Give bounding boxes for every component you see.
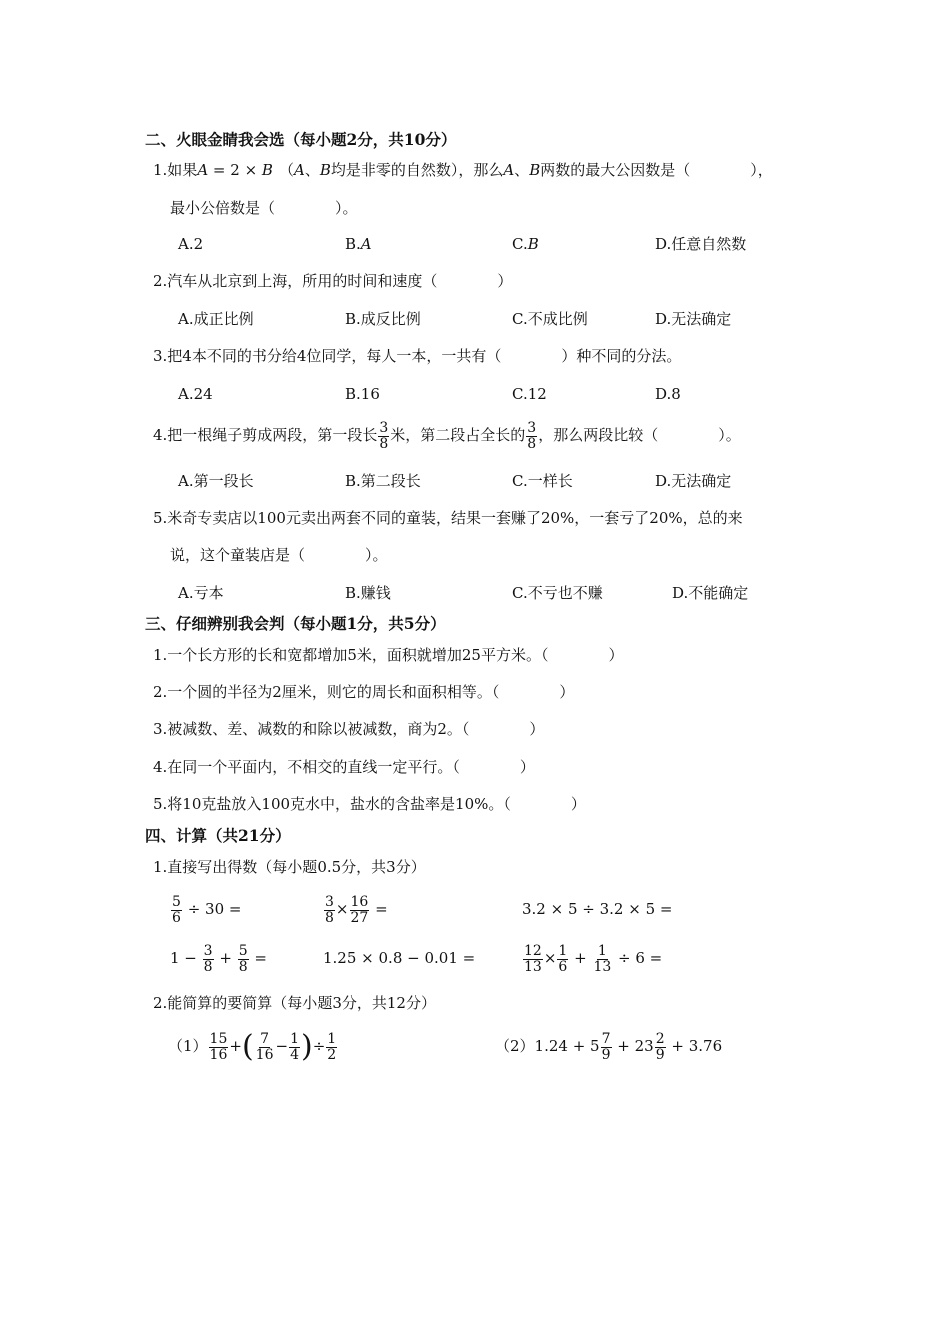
numerator: 1 xyxy=(558,942,568,959)
operator: + xyxy=(229,1037,242,1055)
fraction xyxy=(324,895,335,926)
var-a: A xyxy=(197,161,209,179)
option-b: B.第二段长 xyxy=(345,472,421,490)
expr-rest: = xyxy=(370,900,388,918)
option-a: A.亏本 xyxy=(178,584,224,602)
denominator: 16 xyxy=(255,1046,274,1063)
section-3-title: 三、仔细辨别我会判（每小题1分，共5分） xyxy=(145,614,446,633)
judge-item-4: 4.在同一个平面内，不相交的直线一定平行。（ ） xyxy=(153,758,535,776)
q-dun: 、 xyxy=(514,161,530,179)
judge-item-3: 3.被减数、差、减数的和除以被减数，商为2。（ ） xyxy=(153,720,545,738)
numerator: 12 xyxy=(524,942,542,959)
option-a: A.24 xyxy=(178,385,213,403)
q-tail: 两数的最大公因数是（ ）， xyxy=(540,161,773,179)
operator: + xyxy=(214,949,237,967)
option-c-label: C. xyxy=(512,235,528,253)
denominator: 13 xyxy=(593,958,612,975)
var-a: A xyxy=(503,161,515,179)
fraction xyxy=(557,944,568,975)
q4-part1: 4.把一根绳子剪成两段，第一段长 xyxy=(153,426,378,444)
question-2-3: 3.把4本不同的书分给4位同学，每人一本，一共有（ ）种不同的分法。 xyxy=(153,347,682,365)
option-c: C.不亏也不赚 xyxy=(512,584,603,602)
numerator: 15 xyxy=(209,1030,228,1047)
option-c: C.一样长 xyxy=(512,472,573,490)
denominator: 9 xyxy=(601,1046,611,1063)
denominator: 4 xyxy=(290,1046,299,1063)
denominator: 8 xyxy=(379,435,389,452)
judge-item-1: 1.一个长方形的长和宽都增加5米，面积就增加25平方米。（ ） xyxy=(153,646,624,664)
expression-1 xyxy=(170,891,241,927)
numerator: 3 xyxy=(527,419,537,436)
expr-part: 1.24 + 5 xyxy=(534,1037,600,1055)
expression-3: 3.2 × 5 ÷ 3.2 × 5 = xyxy=(522,900,673,918)
expr-rest: = xyxy=(249,949,267,967)
fraction xyxy=(209,1032,229,1063)
option-a: A.成正比例 xyxy=(178,310,254,328)
numerator: 7 xyxy=(260,1030,270,1047)
fraction xyxy=(203,944,214,975)
denominator: 27 xyxy=(350,909,369,926)
problem-label: （2） xyxy=(495,1037,535,1055)
option-d: D.无法确定 xyxy=(655,472,732,490)
expr-rest: ÷ 6 = xyxy=(613,949,663,967)
operator: × xyxy=(335,900,349,918)
denominator: 8 xyxy=(527,435,537,452)
fraction xyxy=(378,421,389,452)
numerator: 5 xyxy=(238,942,248,959)
operator: × xyxy=(543,949,557,967)
option-b xyxy=(345,234,372,254)
option-a: A.2 xyxy=(178,235,204,253)
operator: + xyxy=(569,949,592,967)
fraction xyxy=(171,895,182,926)
numerator: 5 xyxy=(172,893,181,910)
fraction xyxy=(289,1032,300,1063)
denominator: 8 xyxy=(203,958,213,975)
numerator: 3 xyxy=(379,419,389,436)
q-mid: 均是非零的自然数），那么 xyxy=(330,161,504,179)
option-c xyxy=(512,234,539,254)
fraction xyxy=(350,895,370,926)
option-b: B.赚钱 xyxy=(345,584,391,602)
denominator: 13 xyxy=(524,958,542,975)
fraction xyxy=(526,421,537,452)
var-b: B xyxy=(529,161,541,179)
right-paren: ) xyxy=(301,1029,313,1064)
expression-4 xyxy=(170,940,267,976)
question-2-5: 5.米奇专卖店以100元卖出两套不同的童装，结果一套赚了20%，一套亏了20%，总的来 xyxy=(153,509,743,527)
question-2-2: 2.汽车从北京到上海，所用的时间和速度（ ） xyxy=(153,272,513,290)
option-c: C.不成比例 xyxy=(512,310,588,328)
denominator: 16 xyxy=(209,1046,228,1063)
var-a: A xyxy=(293,161,305,179)
numerator: 16 xyxy=(350,893,369,910)
fraction xyxy=(601,1032,612,1063)
question-2-5-line2: 说，这个童装店是（ ）。 xyxy=(170,546,388,564)
denominator: 6 xyxy=(172,909,181,926)
fraction xyxy=(592,944,612,975)
option-d: D.任意自然数 xyxy=(655,235,747,253)
judge-item-5: 5.将10克盐放入100克水中，盐水的含盐率是10%。（ ） xyxy=(153,795,586,813)
question-2-1-line2: 最小公倍数是（ ）。 xyxy=(170,199,358,217)
fraction xyxy=(255,1032,275,1063)
numerator: 3 xyxy=(203,942,213,959)
numerator: 1 xyxy=(327,1030,337,1047)
expr-part: + 23 xyxy=(612,1037,654,1055)
operator: − xyxy=(275,1037,289,1055)
expr-lead: 1 − xyxy=(170,949,202,967)
problem-2 xyxy=(495,1026,722,1066)
expr-rest: ÷ 30 = xyxy=(182,900,242,918)
fraction xyxy=(238,944,249,975)
option-b-label: B. xyxy=(345,235,361,253)
option-b: B.16 xyxy=(345,385,380,403)
numerator: 3 xyxy=(325,893,334,910)
q-dun: 、 xyxy=(304,161,320,179)
subsection-4-1: 1.直接写出得数（每小题0.5分，共3分） xyxy=(153,858,426,876)
numerator: 2 xyxy=(655,1030,665,1047)
expression-5: 1.25 × 0.8 − 0.01 = xyxy=(323,949,476,967)
q-prefix: 1.如果 xyxy=(153,161,198,179)
denominator: 6 xyxy=(558,958,568,975)
denominator: 8 xyxy=(238,958,248,975)
denominator: 2 xyxy=(327,1046,337,1063)
section-2-title: 二、火眼金睛我会选（每小题2分，共10分） xyxy=(145,130,457,149)
fraction xyxy=(326,1032,337,1063)
denominator: 9 xyxy=(655,1046,665,1063)
numerator: 1 xyxy=(290,1030,299,1047)
operator: ÷ xyxy=(312,1037,326,1055)
q4-part3: ，那么两段比较（ ）。 xyxy=(538,426,741,444)
problem-1 xyxy=(168,1026,338,1066)
section-4-title: 四、计算（共21分） xyxy=(145,826,291,845)
option-d: D.不能确定 xyxy=(672,584,749,602)
question-2-1 xyxy=(153,160,773,180)
fraction xyxy=(655,1032,666,1063)
var-b: B xyxy=(261,161,273,179)
denominator: 8 xyxy=(325,909,334,926)
numerator: 1 xyxy=(597,942,607,959)
option-b-var: A xyxy=(360,235,372,253)
problem-label: （1） xyxy=(168,1037,208,1055)
question-2-4 xyxy=(153,418,741,452)
option-d: D.无法确定 xyxy=(655,310,732,328)
q-paren: （ xyxy=(278,161,294,179)
fraction xyxy=(523,944,543,975)
left-paren: ( xyxy=(241,1029,254,1064)
judge-item-2: 2.一个圆的半径为2厘米，则它的周长和面积相等。（ ） xyxy=(153,683,575,701)
option-c: C.12 xyxy=(512,385,547,403)
expression-2 xyxy=(323,891,388,927)
option-d: D.8 xyxy=(655,385,681,403)
expression-6 xyxy=(522,940,662,976)
q-eq: = 2 × xyxy=(208,161,262,179)
option-a: A.第一段长 xyxy=(178,472,254,490)
numerator: 7 xyxy=(601,1030,611,1047)
expr-part: + 3.76 xyxy=(666,1037,723,1055)
q4-part2: 米，第二段占全长的 xyxy=(390,426,526,444)
var-b: B xyxy=(319,161,331,179)
subsection-4-2: 2.能简算的要简算（每小题3分，共12分） xyxy=(153,994,436,1012)
option-b: B.成反比例 xyxy=(345,310,421,328)
option-c-var: B xyxy=(527,235,539,253)
